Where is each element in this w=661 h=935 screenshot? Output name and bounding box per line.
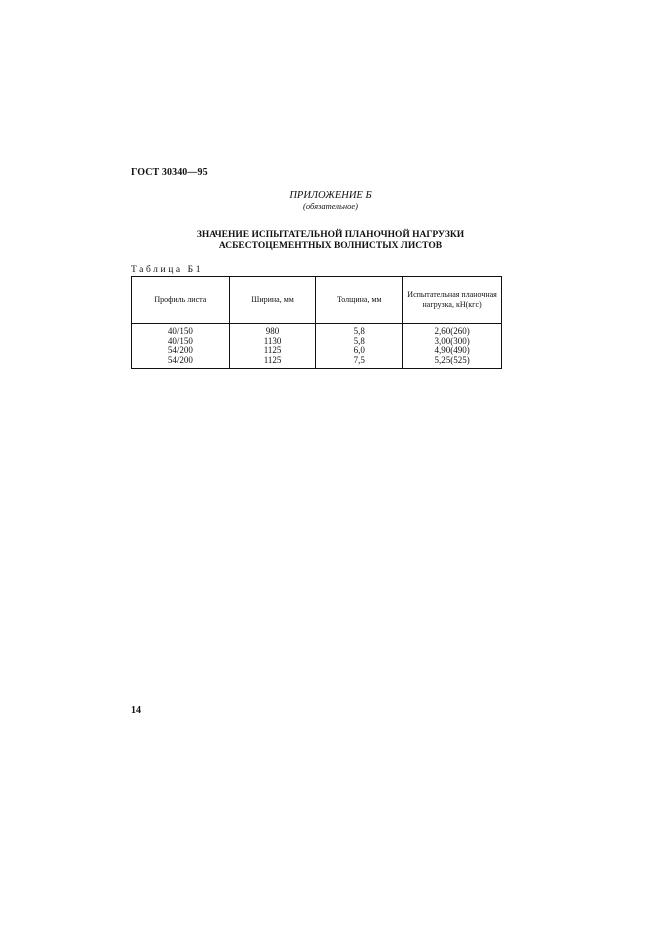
section-heading-line-2: АСБЕСТОЦЕМЕНТНЫХ ВОЛНИСТЫХ ЛИСТОВ	[218, 240, 443, 251]
cell-test-load: 4,90(490)	[403, 346, 502, 356]
appendix-subtitle: (обязательное)	[303, 201, 358, 211]
table-label: Таблица Б1	[131, 265, 204, 275]
cell-width: 1125	[229, 356, 316, 369]
cell-thickness: 5,8	[316, 324, 403, 337]
column-header-test-load: Испытательная планочная нагрузка, кН(кгс)	[403, 277, 502, 324]
column-header-width: Ширина, мм	[229, 277, 316, 324]
cell-thickness: 6,0	[316, 346, 403, 356]
document-code: ГОСТ 30340—95	[131, 167, 208, 178]
page-number: 14	[131, 705, 141, 716]
cell-profile: 54/200	[132, 346, 230, 356]
column-header-thickness: Толщина, мм	[316, 277, 403, 324]
section-heading	[0, 230, 661, 251]
cell-thickness: 5,8	[316, 337, 403, 347]
cell-width: 980	[229, 324, 316, 337]
cell-profile: 54/200	[132, 356, 230, 369]
cell-width: 1125	[229, 346, 316, 356]
appendix-title: ПРИЛОЖЕНИЕ Б	[289, 190, 372, 201]
cell-thickness: 7,5	[316, 356, 403, 369]
table-row	[132, 356, 502, 369]
cell-profile: 40/150	[132, 337, 230, 347]
cell-test-load: 5,25(525)	[403, 356, 502, 369]
table-header-row	[132, 277, 502, 324]
section-heading-line-1: ЗНАЧЕНИЕ ИСПЫТАТЕЛЬНОЙ ПЛАНОЧНОЙ НАГРУЗКИ	[196, 230, 465, 240]
cell-profile: 40/150	[132, 324, 230, 337]
column-header-profile: Профиль листа	[132, 277, 230, 324]
load-table	[131, 276, 502, 369]
table-row	[132, 324, 502, 337]
cell-test-load: 3,00(300)	[403, 337, 502, 347]
cell-test-load: 2,60(260)	[403, 324, 502, 337]
cell-width: 1130	[229, 337, 316, 347]
